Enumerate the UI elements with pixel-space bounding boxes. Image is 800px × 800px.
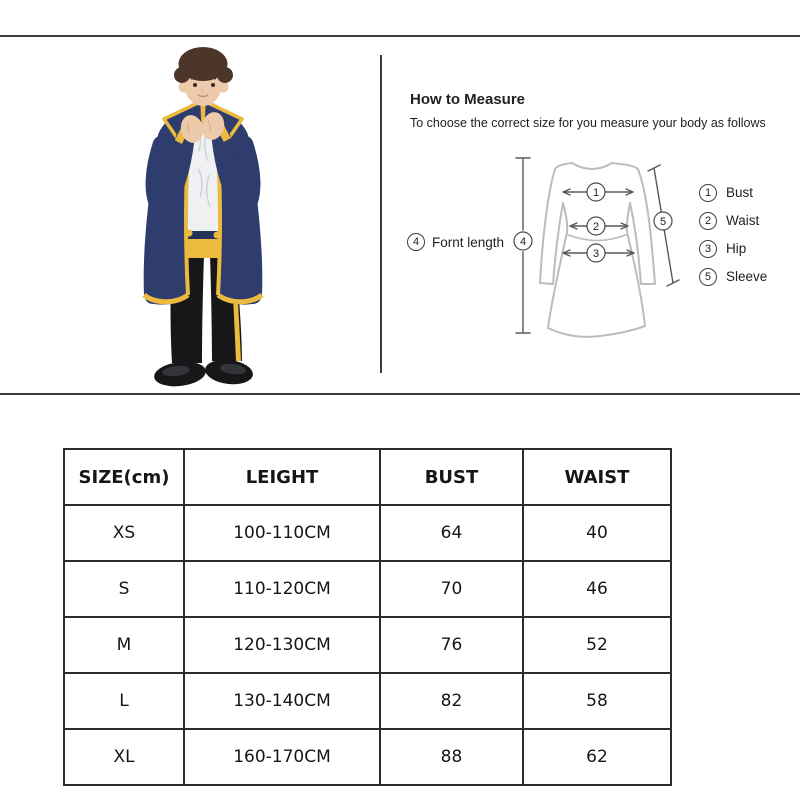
header-height: LEIGHT xyxy=(184,449,380,505)
marker-hip: 3 xyxy=(592,248,600,260)
height-cell: 130-140CM xyxy=(184,673,380,729)
measure-legend xyxy=(699,184,767,285)
front-length-label xyxy=(407,233,504,251)
waist-cell: 46 xyxy=(523,561,671,617)
size-cell: S xyxy=(64,561,184,617)
head xyxy=(174,47,233,106)
waist-cell: 40 xyxy=(523,505,671,561)
legend-item-waist xyxy=(699,212,767,229)
waist-cell: 52 xyxy=(523,617,671,673)
hip-arrow xyxy=(563,244,634,262)
waist-cell: 62 xyxy=(523,729,671,785)
bust-cell: 70 xyxy=(380,561,523,617)
size-table xyxy=(63,448,672,786)
marker-sleeve: 5 xyxy=(659,216,667,228)
circled-number: 2 xyxy=(699,212,717,230)
size-cell: XL xyxy=(64,729,184,785)
waist-arrow xyxy=(570,217,628,235)
bust-cell: 64 xyxy=(380,505,523,561)
header-bust: BUST xyxy=(380,449,523,505)
circled-number: 1 xyxy=(699,184,717,202)
table-row-s xyxy=(64,561,671,617)
legend-item-hip xyxy=(699,240,767,257)
legend-label: Hip xyxy=(726,241,747,256)
header-size: SIZE(cm) xyxy=(64,449,184,505)
eye xyxy=(211,83,215,87)
height-cell: 100-110CM xyxy=(184,505,380,561)
sleeve-line xyxy=(648,165,679,286)
bust-cell: 82 xyxy=(380,673,523,729)
front-length-line xyxy=(514,158,532,333)
product-photo-costume-boy xyxy=(130,45,390,395)
circled-number-front: 4 xyxy=(407,233,425,251)
size-cell: XS xyxy=(64,505,184,561)
header-waist: WAIST xyxy=(523,449,671,505)
circled-number: 3 xyxy=(699,240,717,258)
legend-item-bust xyxy=(699,184,767,201)
size-cell: M xyxy=(64,617,184,673)
table-row-xs xyxy=(64,505,671,561)
height-cell: 110-120CM xyxy=(184,561,380,617)
coat-button xyxy=(214,232,221,239)
bust-arrow xyxy=(563,183,633,201)
coat-button xyxy=(186,230,193,237)
height-cell: 160-170CM xyxy=(184,729,380,785)
table-row-l xyxy=(64,673,671,729)
circled-number: 5 xyxy=(699,268,717,286)
legend-label: Bust xyxy=(726,185,754,200)
marker-bust: 1 xyxy=(592,187,600,199)
marker-waist: 2 xyxy=(592,221,600,233)
shoes xyxy=(153,357,255,389)
waist-cell: 58 xyxy=(523,673,671,729)
table-header-row xyxy=(64,449,671,505)
legend-label: Waist xyxy=(726,213,760,228)
bust-cell: 76 xyxy=(380,617,523,673)
table-row-m xyxy=(64,617,671,673)
height-cell: 120-130CM xyxy=(184,617,380,673)
measure-title: How to Measure xyxy=(410,91,526,108)
legend-label: Sleeve xyxy=(726,269,768,284)
eye xyxy=(193,83,197,87)
top-divider-line xyxy=(0,35,800,37)
measure-subtitle: To choose the correct size for you measure your body as follows xyxy=(410,116,766,130)
section-divider-line xyxy=(0,393,800,395)
legend-item-sleeve xyxy=(699,268,767,285)
bust-cell: 88 xyxy=(380,729,523,785)
front-length-text: Fornt length xyxy=(432,234,505,250)
table-row-xl xyxy=(64,729,671,785)
marker-front-length: 4 xyxy=(519,236,527,248)
size-cell: L xyxy=(64,673,184,729)
